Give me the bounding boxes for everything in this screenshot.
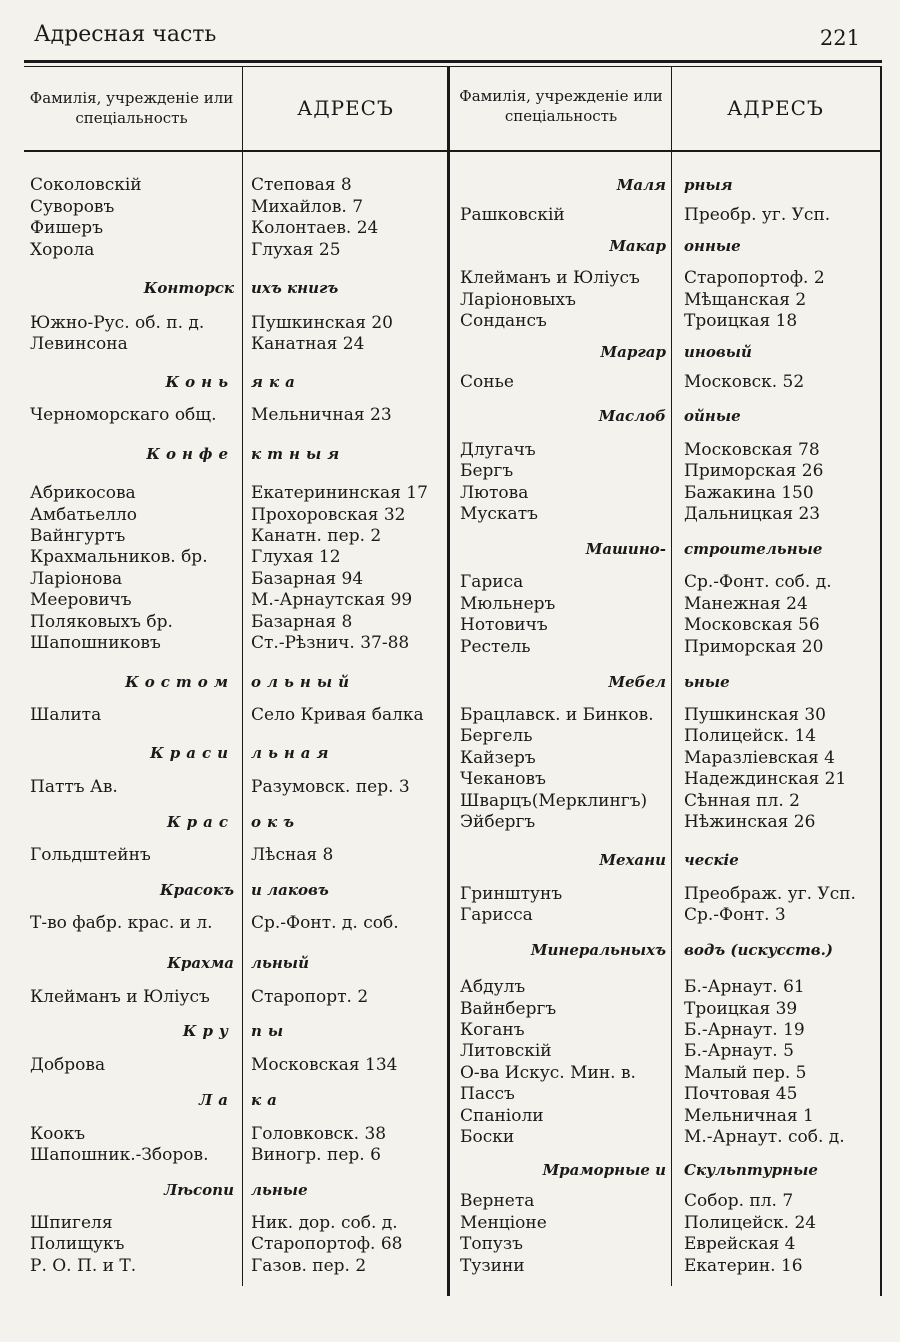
- section-heading-part: пы: [251, 1022, 290, 1040]
- section-heading-part: ойные: [684, 407, 741, 425]
- entry-address: Канатная 24: [251, 334, 365, 354]
- section-heading-part: Конторск: [143, 279, 234, 297]
- entry-name: Гарисса: [460, 905, 533, 925]
- section-heading-part: Крас: [167, 813, 234, 831]
- entry-name: Ларіоновыхъ: [460, 290, 576, 310]
- entry-address: Приморская 20: [684, 637, 824, 657]
- entry-name: Шалита: [30, 705, 102, 725]
- entry-address: Старопортоф. 2: [684, 268, 825, 288]
- entry-name: Клейманъ и Юліусъ: [30, 987, 210, 1007]
- entry-name: Паттъ Ав.: [30, 777, 118, 797]
- section-heading-part: Механи: [599, 851, 666, 869]
- entry-address: Б.-Арнаут. 61: [684, 977, 805, 997]
- entry-name: Вернета: [460, 1191, 535, 1211]
- entry-name: Бергель: [460, 726, 533, 746]
- entry-name: Мюльнеръ: [460, 594, 556, 614]
- section-heading-part: Костом: [125, 673, 234, 691]
- entry-name: Соколовскій: [30, 175, 142, 195]
- entry-name: Мееровичъ: [30, 590, 132, 610]
- entry-address: Базарная 94: [251, 569, 364, 589]
- section-heading-part: и лаковъ: [251, 881, 329, 899]
- entry-name: О-ва Искус. Мин. в.: [460, 1063, 636, 1083]
- entry-address: Старопорт. 2: [251, 987, 369, 1007]
- section-heading-part: Минеральныхъ: [530, 941, 666, 959]
- entry-name: Ларіонова: [30, 569, 123, 589]
- section-heading-part: окъ: [251, 813, 301, 831]
- entry-name: Коокъ: [30, 1124, 86, 1144]
- entry-address: Пушкинская 20: [251, 313, 393, 333]
- entry-name: Коганъ: [460, 1020, 525, 1040]
- entry-address: Пушкинская 30: [684, 705, 826, 725]
- header-name-right: Фамилія, учрежденіе или спеціальность: [459, 87, 663, 125]
- entry-name: Гариса: [460, 572, 524, 592]
- entry-address: Село Кривая балка: [251, 705, 424, 725]
- entry-address: Головковск. 38: [251, 1124, 387, 1144]
- entry-name: Шварцъ(Мерклингъ): [460, 791, 648, 811]
- entry-address: Троицкая 18: [684, 311, 798, 331]
- entry-name: Бергъ: [460, 461, 514, 481]
- entry-address: Дальницкая 23: [684, 504, 821, 524]
- entry-name: Сонье: [460, 372, 514, 392]
- entry-address: Б.-Арнаут. 5: [684, 1041, 794, 1061]
- entry-name: Тузини: [460, 1256, 525, 1276]
- entry-name: Хорола: [30, 240, 95, 260]
- header-rule: [24, 150, 882, 152]
- section-heading-part: Скульптурные: [684, 1161, 818, 1179]
- section-heading-part: рныя: [684, 176, 733, 194]
- top-rule-thick: [24, 60, 882, 63]
- entry-address: Надеждинская 21: [684, 769, 847, 789]
- entry-address: Собор. пл. 7: [684, 1191, 794, 1211]
- entry-name: Спаніоли: [460, 1106, 544, 1126]
- entry-address: Базарная 8: [251, 612, 353, 632]
- entry-address: Мѣщанская 2: [684, 290, 807, 310]
- entry-address: Разумовск. пер. 3: [251, 777, 410, 797]
- entry-address: Троицкая 39: [684, 999, 798, 1019]
- entry-name: Боски: [460, 1127, 515, 1147]
- section-heading-part: яка: [251, 373, 301, 391]
- entry-name: Менціоне: [460, 1213, 547, 1233]
- divider-center: [447, 66, 450, 1296]
- page-number: 221: [819, 26, 860, 50]
- entry-address: Степовая 8: [251, 175, 352, 195]
- entry-name: Мускатъ: [460, 504, 538, 524]
- entry-name: Амбатьелло: [30, 505, 138, 525]
- section-heading-part: ктныя: [251, 445, 346, 463]
- divider-right-name-addr: [671, 66, 672, 1286]
- section-heading-part: строительные: [684, 540, 823, 558]
- entry-address: М.-Арнаутская 99: [251, 590, 413, 610]
- section-heading-part: Мебел: [608, 673, 666, 691]
- section-heading-part: ческіе: [684, 851, 739, 869]
- entry-address: Ср.-Фонт. соб. д.: [684, 572, 832, 592]
- entry-address: Мельничная 23: [251, 405, 392, 425]
- section-heading-part: ольный: [251, 673, 355, 691]
- section-heading-part: Ла: [199, 1091, 234, 1109]
- entry-address: Нѣжинская 26: [684, 812, 816, 832]
- entry-name: Рестель: [460, 637, 531, 657]
- entry-name: Черноморскаго общ.: [30, 405, 217, 425]
- entry-address: Прохоровская 32: [251, 505, 406, 525]
- section-heading-part: Крахма: [167, 954, 234, 972]
- entry-name: Пассъ: [460, 1084, 515, 1104]
- entry-address: Маразліевская 4: [684, 748, 835, 768]
- entry-address: Б.-Арнаут. 19: [684, 1020, 805, 1040]
- section-heading-part: Маргар: [600, 343, 666, 361]
- entry-name: Абдулъ: [460, 977, 526, 997]
- page-title: Адресная часть: [34, 22, 217, 47]
- entry-address: Мельничная 1: [684, 1106, 814, 1126]
- entry-name: Лютова: [460, 483, 529, 503]
- entry-address: Сѣнная пл. 2: [684, 791, 800, 811]
- section-heading-part: Красокъ: [159, 881, 234, 899]
- section-heading-part: Конфе: [146, 445, 234, 463]
- entry-name: Крахмальников. бр.: [30, 547, 208, 567]
- entry-address: Глухая 12: [251, 547, 341, 567]
- top-rule-thin: [24, 66, 882, 67]
- header-address-right: АДРЕСЪ: [727, 96, 824, 120]
- entry-address: Манежная 24: [684, 594, 808, 614]
- entry-name: Левинсона: [30, 334, 128, 354]
- entry-name: Шпигеля: [30, 1213, 113, 1233]
- entry-address: Преобр. уг. Усп.: [684, 205, 831, 225]
- entry-address: Московская 78: [684, 440, 820, 460]
- header-address-left: АДРЕСЪ: [297, 96, 394, 120]
- entry-address: Московск. 52: [684, 372, 805, 392]
- entry-address: Еврейская 4: [684, 1234, 796, 1254]
- entry-name: Литовскій: [460, 1041, 552, 1061]
- section-heading-part: Маслоб: [598, 407, 666, 425]
- section-heading-part: онные: [684, 237, 741, 255]
- entry-name: Р. О. П. и Т.: [30, 1256, 137, 1276]
- entry-address: Московская 134: [251, 1055, 398, 1075]
- entry-name: Длугачъ: [460, 440, 536, 460]
- section-heading-part: Кру: [182, 1022, 234, 1040]
- entry-name: Шапошник.-Зборов.: [30, 1145, 209, 1165]
- entry-name: Рашковскій: [460, 205, 565, 225]
- entry-address: Глухая 25: [251, 240, 341, 260]
- entry-name: Полищукъ: [30, 1234, 125, 1254]
- entry-name: Сондансъ: [460, 311, 547, 331]
- entry-address: Ст.-Рѣзнич. 37-88: [251, 633, 410, 653]
- divider-right-edge: [880, 66, 882, 1296]
- section-heading-part: ка: [251, 1091, 283, 1109]
- section-heading-part: ихъ книгъ: [251, 279, 339, 297]
- section-heading-part: Маля: [616, 176, 666, 194]
- entry-name: Суворовъ: [30, 197, 115, 217]
- entry-name: Фишеръ: [30, 218, 104, 238]
- entry-name: Абрикосова: [30, 483, 136, 503]
- section-heading-part: льный: [251, 954, 309, 972]
- entry-address: Ник. дор. соб. д.: [251, 1213, 398, 1233]
- entry-name: Топузъ: [460, 1234, 523, 1254]
- section-heading-part: Лѣсопи: [164, 1181, 234, 1199]
- section-heading-part: водъ (искусств.): [684, 941, 833, 959]
- entry-name: Вайнбергъ: [460, 999, 557, 1019]
- entry-name: Эйбергъ: [460, 812, 536, 832]
- entry-name: Кайзеръ: [460, 748, 536, 768]
- entry-name: Вайнгуртъ: [30, 526, 126, 546]
- divider-left-name-addr: [242, 66, 243, 1286]
- section-heading-part: Конь: [165, 373, 234, 391]
- entry-address: Преображ. уг. Усп.: [684, 884, 856, 904]
- entry-address: М.-Арнаут. соб. д.: [684, 1127, 845, 1147]
- entry-address: Ср.-Фонт. д. соб.: [251, 913, 399, 933]
- entry-address: Газов. пер. 2: [251, 1256, 367, 1276]
- entry-address: Лѣсная 8: [251, 845, 334, 865]
- entry-name: Шапошниковъ: [30, 633, 161, 653]
- entry-name: Брацлавск. и Бинков.: [460, 705, 654, 725]
- entry-name: Южно-Рус. об. п. д.: [30, 313, 205, 333]
- entry-name: Поляковыхъ бр.: [30, 612, 173, 632]
- entry-address: Ср.-Фонт. 3: [684, 905, 786, 925]
- entry-address: Полицейск. 24: [684, 1213, 817, 1233]
- entry-address: Бажакина 150: [684, 483, 814, 503]
- entry-name: Клейманъ и Юліусъ: [460, 268, 640, 288]
- entry-address: Канатн. пер. 2: [251, 526, 382, 546]
- entry-address: Колонтаев. 24: [251, 218, 379, 238]
- header-name-left: Фамилія, учрежденіе или спеціальность: [29, 89, 234, 127]
- entry-name: Чекановъ: [460, 769, 546, 789]
- entry-address: Виногр. пер. 6: [251, 1145, 381, 1165]
- entry-name: Нотовичъ: [460, 615, 548, 635]
- entry-address: Старопортоф. 68: [251, 1234, 403, 1254]
- entry-name: Гринштунъ: [460, 884, 563, 904]
- entry-address: Приморская 26: [684, 461, 824, 481]
- section-heading-part: иновый: [684, 343, 752, 361]
- entry-address: Екатерин. 16: [684, 1256, 803, 1276]
- entry-address: Полицейск. 14: [684, 726, 817, 746]
- entry-address: Михайлов. 7: [251, 197, 364, 217]
- entry-address: Малый пер. 5: [684, 1063, 807, 1083]
- entry-name: Т-во фабр. крас. и л.: [30, 913, 213, 933]
- entry-address: Екатерининская 17: [251, 483, 428, 503]
- entry-name: Гольдштейнъ: [30, 845, 151, 865]
- entry-address: Московская 56: [684, 615, 820, 635]
- section-heading-part: льные: [251, 1181, 308, 1199]
- section-heading-part: ьные: [684, 673, 730, 691]
- entry-name: Доброва: [30, 1055, 106, 1075]
- section-heading-part: льная: [251, 744, 335, 762]
- section-heading-part: Машино-: [585, 540, 666, 558]
- section-heading-part: Краси: [150, 744, 234, 762]
- section-heading-part: Мраморные и: [542, 1161, 666, 1179]
- section-heading-part: Макар: [609, 237, 666, 255]
- entry-address: Почтовая 45: [684, 1084, 798, 1104]
